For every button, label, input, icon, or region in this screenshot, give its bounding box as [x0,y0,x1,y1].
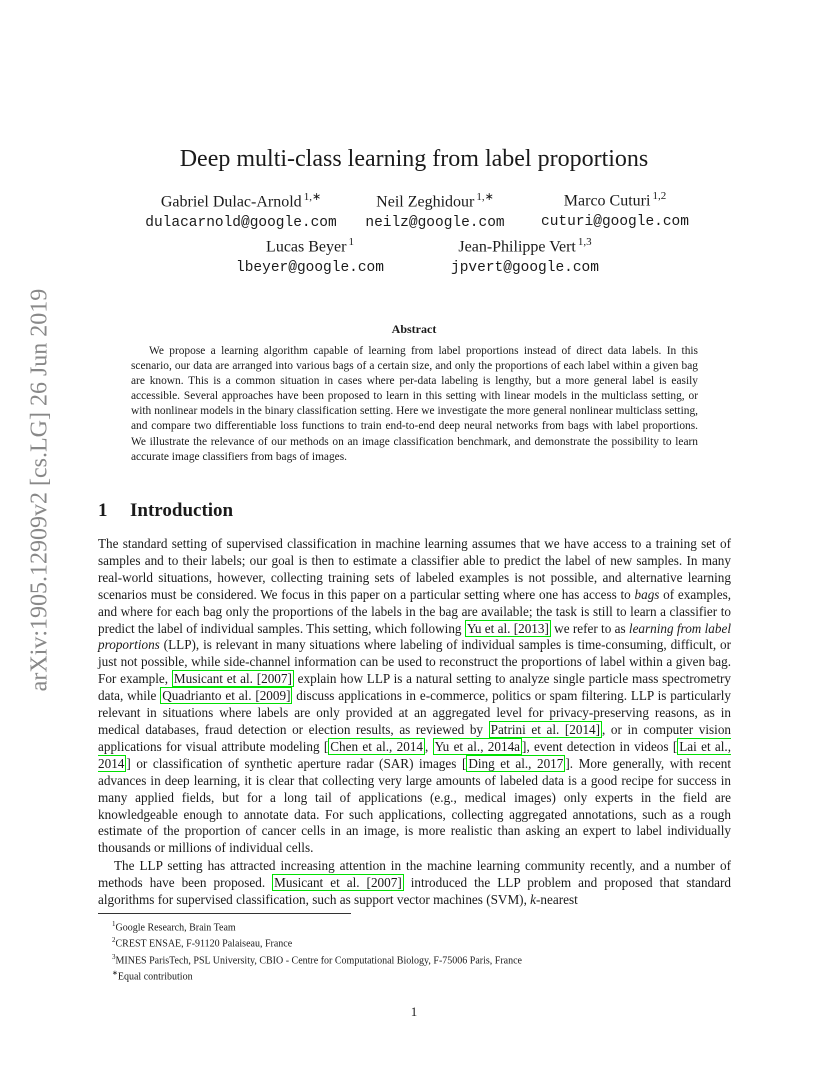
footnotes [112,918,522,983]
footnote-mark: 3 [112,952,116,961]
footnote-mark: 1 [112,920,116,928]
text-run: -nearest [536,891,578,907]
text-run: introduced the LLP problem and proposed that standard algorithms for supervised classification, such as support vector machines (SVM), [98,874,732,907]
emphasis: k [530,891,537,907]
author-block [530,190,700,230]
author-block [430,236,620,276]
author-affiliation: 1,∗ [476,191,494,203]
text-run: The LLP setting has attracted increasing attention in the machine learning community recently, and a number of methods have been proposed. [98,858,731,890]
author-name: Jean-Philippe Vert [458,238,576,256]
author-email[interactable]: jpvert@google.com [451,260,599,277]
citation-link[interactable]: Ding et al., 2017 [468,755,564,771]
paper-title: Deep multi-class learning from label proportions [179,146,649,172]
text-run: discuss applications in e-commerce, politics or spam filtering. LLP is particularly relevant in situations where labels are only provided at an aggregated level for privacy-preserving reasons, as in medical databases, fraud detection or election results, as reviewed by [98,688,731,737]
body-paragraph [98,536,731,857]
author-block [141,190,341,231]
citation-link[interactable]: Yu et al. [2013] [466,620,549,636]
abstract-text: We propose a learning algorithm capable of learning from label proportions instead of direct data labels. In this scenario, our data are arranged into various bags of a certain size, and only the proportions of each label within a given bag are known. This is a common situation in cases where per-data labeling is lengthy, but a more general label is easily accessible. Several approaches have been proposed to learn in this setting with linear models in the multiclass setting, or with nonlinear models in the binary classification setting. Here we investigate the more general nonlinear multiclass setting, and compare two differentiable loss functions to train end-to-end deep neural networks from bags with label proportions. We illustrate the relevance of our methods on an image classification benchmark, and demonstrate the possibility to learn accurate image classifiers from bags of images. [131,345,698,463]
citation-link[interactable]: Lai et al., 2014 [98,738,732,771]
footnote [112,951,522,967]
citation-link[interactable]: Quadrianto et al. [2009] [162,688,291,704]
body-paragraph [98,858,731,909]
footnote-divider [98,913,351,914]
author-email[interactable]: cuturi@google.com [541,214,689,231]
footnote-mark: 2 [112,936,116,945]
abstract-heading: Abstract [391,322,437,336]
footnote-text: Google Research, Brain Team [115,922,236,934]
text-run: (LLP), is relevant in many situations where labeling of individual samples is time-consuming, difficult, or just not possible, while side-channel information can be used to reconstruct the proportions of label within a given bag. For example, [98,637,731,687]
author-name: Marco Cuturi [563,192,651,210]
citation-link[interactable]: Chen et al., 2014 [330,738,424,754]
section-title: Introduction [130,500,234,521]
text-run: explain how LLP is a natural setting to analyze single particle mass spectrometry data, while [98,671,731,704]
text-run: ]. More generally, with recent advances in deep learning, it is clear that collecting very large amounts of labeled data is a good recipe for success in many applied fields, but for a long tail of applications (e.g., medical images) only experts in the field are knowledgeable enough to annotate data. For such applications, collecting aggregated annotations, such as a rough estimate of the proportion of cancer cells in an image, is more realistic than asking an expert to label individually thousands or millions of individual cells. [98,755,731,856]
footnote-text: MINES ParisTech, PSL University, CBIO - Centre for Computational Biology, F-75006 Paris, France [115,954,522,966]
citation-link[interactable]: Musicant et al. [2007] [274,874,402,890]
footnote [112,967,522,983]
author-affiliation: 1,∗ [303,191,322,203]
text-run: , [425,738,433,754]
author-name: Neil Zeghidour [376,193,475,211]
author-name: Gabriel Dulac-Arnold [160,193,302,211]
author-block [355,190,515,231]
author-affiliation: 1,2 [652,190,667,202]
author-name: Lucas Beyer [266,238,347,256]
footnote [112,934,522,950]
citation-link[interactable]: Yu et al., 2014a [434,738,521,754]
footnote-text: CREST ENSAE, F-91120 Palaiseau, France [115,938,293,950]
text-run: of examples, and where for each bag only the proportions of the labels in the bag are available; the task is still to learn a classifier to predict the label of individual samples. This setting, which following [98,586,731,636]
author-email[interactable]: dulacarnold@google.com [145,215,337,232]
author-affiliation: 1 [348,236,354,248]
text-run: The standard setting of supervised classification in machine learning assumes that we have access to a training set of samples and to their labels; our goal is then to estimate a classifier able to predict the label of new samples. In many real-world situations, however, collecting training sets of labeled examples is not possible, and alternative learning scenarios must be considered. We focus in this paper on a particular setting where one has access to [98,536,731,602]
author-email[interactable]: lbeyer@google.com [236,260,384,277]
author-affiliation: 1,3 [577,236,592,248]
text-run: , or in computer vision applications for visual attribute modeling [ [98,721,732,754]
text-run: ], event detection in videos [ [522,738,678,754]
citation-link[interactable]: Musicant et al. [2007] [173,671,292,687]
page-number: 1 [410,1004,418,1019]
section-number: 1 [98,500,108,521]
text-run: we refer to as [550,620,629,636]
arxiv-identifier [22,290,58,690]
text-run: ] or classification of synthetic aperture radar (SAR) images [ [126,755,467,771]
citation-link[interactable]: Patrini et al. [2014] [490,721,601,737]
footnote-mark: ∗ [112,968,118,977]
arxiv-identifier-text: arXiv:1905.12909v2 [cs.LG] 26 Jun 2019 [26,288,53,692]
author-block [225,236,395,276]
footnote [112,918,522,934]
footnote-text: Equal contribution [117,971,193,983]
author-email[interactable]: neilz@google.com [365,215,505,232]
emphasis: bags [634,586,660,602]
section-heading [98,500,233,522]
emphasis: learning from label proportions [98,620,731,653]
